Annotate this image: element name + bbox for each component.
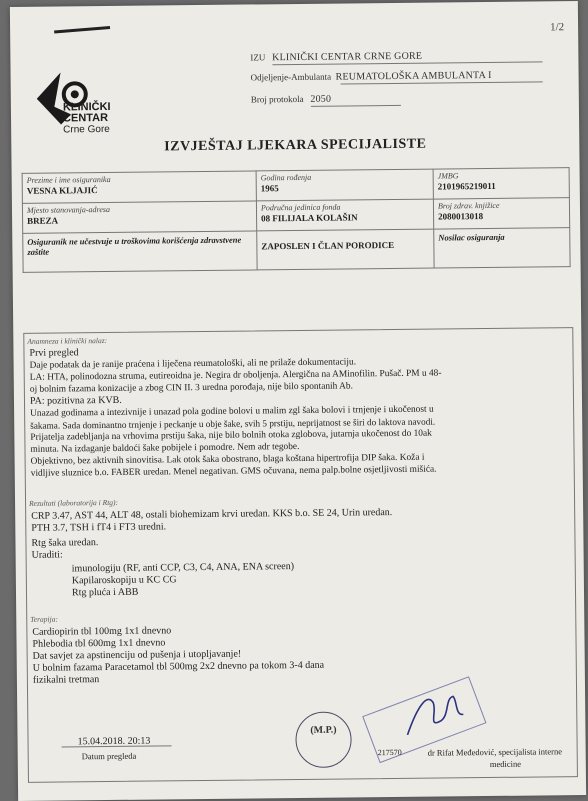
therapy-line: Phlebodia tbl 600mg 1x1 dnevno	[32, 637, 166, 650]
anamnesis-line: Unazad godinama a intezivnije i unazad pola godine bolovi u malim zgl šaka bolovi i trnjenje i ukočenost u	[30, 404, 434, 419]
pen-mark	[54, 26, 110, 33]
fund-label: Područna jedinica fonda	[260, 202, 341, 213]
therapy-line: Cardiopirin tbl 100mg 1x1 dnevno	[32, 625, 172, 638]
residence-value: BREZA	[27, 215, 59, 226]
health-book-value: 2080013018	[438, 211, 484, 222]
stamp-label: (M.P.)	[310, 724, 337, 736]
clinic-logo-text	[63, 102, 111, 135]
jmbg-cell	[433, 168, 569, 199]
page-title: IZVJEŠTAJ LJEKARA SPECIJALISTE	[164, 136, 427, 155]
year-cell	[256, 169, 433, 201]
anamnesis-line: oj bolnim fazama konizacije a zbog CIN II. 3 uredna porođaja, nije bilo spontanih Ab.	[29, 381, 353, 395]
fund-cell	[256, 199, 433, 231]
insurance-holder-cell	[434, 228, 570, 268]
therapy-line: Dat savjet za apstinenciju od pušenja i utopljavanje!	[32, 648, 242, 662]
results-line: PTH 3.7, TSH i fT4 i FT3 uredni.	[31, 521, 167, 534]
results-line: Kapilaroskopiju u KC CG	[71, 574, 177, 587]
anamnesis-line: Daje podatak da je ranije praćena i liječena reumatološki, ali ne prilaže dokumentaciju.	[29, 357, 357, 371]
doctor-code: 217570	[377, 747, 402, 758]
patient-info-table	[22, 167, 571, 273]
logo-line-3: Crne Gore	[63, 123, 110, 136]
health-book-cell	[433, 198, 569, 229]
logo-line-2: CENTAR	[62, 111, 109, 125]
anamnesis-line: minuta. Na izdaganje baldoći šake pobijele i pomodre. Nem adr tegobe.	[30, 441, 300, 455]
therapy-line: U bolnim fazama Paracetamol tbl 500mg 2x2 dnevno pa tokom 3-4 dana	[32, 659, 325, 674]
doctor-name: dr Rifat Međedović, specijalista interne	[427, 746, 563, 758]
health-book-label: Broj zdrav. knjižice	[437, 200, 500, 211]
therapy-line: fizikalni tretman	[32, 674, 100, 686]
jmbg-value: 2101965219011	[437, 180, 496, 192]
anamnesis-line: Prvi pregled	[29, 347, 79, 359]
name-label: Prezime i ime osiguranika	[26, 174, 111, 185]
logo-line-1: KLINIČKI	[62, 100, 111, 114]
signature-icon	[397, 686, 478, 747]
residence-cell	[22, 201, 256, 233]
doctor-name-line2: medicine	[489, 758, 522, 770]
results-line: CRP 3.47, AST 44, ALT 48, ostali biohemizam krvi uredan. KKS b.o. SE 24, Urin uredan.	[31, 507, 393, 522]
anamnesis-label: Anamneza i klinički nalaz:	[27, 335, 108, 346]
department-value: REUMATOLOŠKA AMBULANTA I	[335, 69, 492, 83]
anamnesis-line: vidljive sluznice b.o. FABER uredan. Menel negativan. GMS očuvana, nema palp.bolne osjetljivosti mišića.	[30, 464, 437, 479]
insurance-notice: Osiguranik ne učestvuje u troškovima korišćenja zdravstvene zaštite	[27, 234, 242, 257]
category-cell	[257, 229, 434, 270]
insurance-category: ZAPOSLEN I ČLAN PORODICE	[261, 239, 395, 252]
anamnesis-line: šakama. Sada dominantno trnjenje i peckanje u obje šake, svih 5 prstiju, neprijatnost se širi do laktova navodi.	[30, 416, 436, 431]
therapy-label: Terapija:	[30, 614, 58, 624]
anamnesis-line: Objektivno, bez aktivnih sinovitisa. Lak otok šaka obostrano, blaga koštana hipertrofija DIP šaka. Koža i	[30, 452, 425, 467]
results-line: imunologiju (RF, anti CCP, C3, C4, ANA, ENA screen)	[71, 561, 295, 575]
results-line: Uraditi:	[31, 549, 63, 561]
year-value: 1965	[260, 183, 279, 194]
anamnesis-line: LA: HTA, polinodozna struma, eutireoidna je. Negira dr oboljenja. Alergična na AMinofilin. Pušač. PM u 48-	[29, 368, 442, 383]
name-value: VESNA KLJAJIĆ	[26, 185, 98, 196]
report-page	[10, 1, 586, 801]
department-label: Odjeljenje-Ambulanta	[250, 71, 332, 83]
header-izu	[250, 51, 422, 64]
exam-date-label: Datum pregleda	[81, 750, 137, 762]
page-number: 1/2	[549, 21, 565, 34]
results-label: Rezultati (laboratorija i Rtg):	[29, 497, 119, 508]
stamp-circle	[295, 711, 352, 768]
insurance-holder-label: Nosilac osiguranja	[438, 231, 505, 243]
anamnesis-line: Prijatelja zadebljanja na vrhovima prstiju šaka, nije bilo bolnih otoka zglobova, jutarnja ukočenost do 10ak	[30, 428, 432, 443]
header-protocol	[251, 94, 331, 106]
protocol-underline	[311, 105, 401, 107]
jmbg-label: JMBG	[437, 171, 459, 181]
exam-date: 15.04.2018. 20:13	[77, 735, 151, 748]
year-label: Godina rođenja	[260, 172, 312, 183]
izu-label: IZU	[250, 52, 266, 63]
protocol-label: Broj protokola	[250, 93, 304, 105]
fund-value: 08 FILIJALA KOLAŠIN	[261, 212, 358, 224]
izu-value: KLINIČKI CENTAR CRNE GORE	[272, 50, 423, 64]
protocol-value: 2050	[310, 93, 332, 105]
anamnesis-line: PA: pozitivna za KVB.	[29, 394, 122, 407]
name-cell	[22, 171, 256, 203]
notice-cell	[23, 231, 257, 272]
residence-label: Mjesto stanovanja-adresa	[26, 204, 111, 215]
results-line: Rtg šaka uredan.	[31, 537, 99, 549]
results-line: Rtg pluća i ABB	[71, 586, 139, 599]
